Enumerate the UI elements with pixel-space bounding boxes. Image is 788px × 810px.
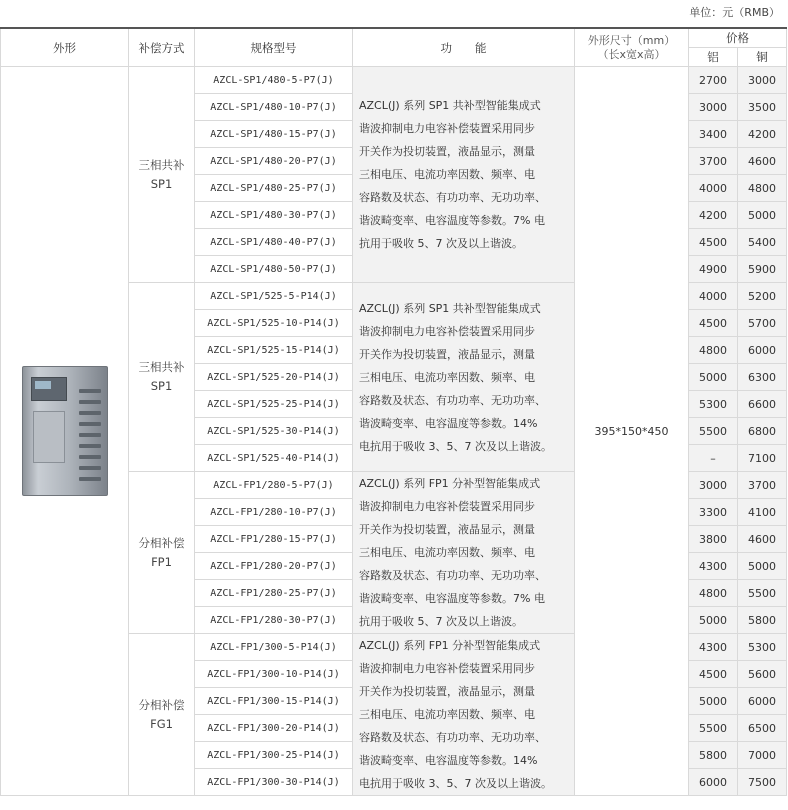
- price-aluminum: 4000: [689, 283, 738, 310]
- model-cell: AZCL-SP1/480-40-P7(J): [195, 229, 353, 256]
- header-aluminum: 铝: [689, 48, 738, 67]
- price-copper: 5500: [738, 580, 787, 607]
- price-copper: 5900: [738, 256, 787, 283]
- price-aluminum: 4800: [689, 337, 738, 364]
- model-cell: AZCL-SP1/525-20-P14(J): [195, 364, 353, 391]
- function-line: 谐波抑制电力电容补偿装置采用同步: [359, 324, 535, 338]
- compensation-mode: [129, 283, 195, 472]
- function-line: AZCL(J) 系列 FP1 分补型智能集成式: [359, 639, 541, 652]
- price-aluminum: 6000: [689, 769, 738, 796]
- price-copper: 4100: [738, 499, 787, 526]
- model-cell: AZCL-FP1/300-5-P14(J): [195, 634, 353, 661]
- price-copper: 7100: [738, 445, 787, 472]
- function-line: 谐波畸变率、电容温度等参数。14%: [359, 754, 538, 767]
- model-cell: AZCL-SP1/480-30-P7(J): [195, 202, 353, 229]
- function-line: 谐波抑制电力电容补偿装置采用同步: [359, 500, 535, 513]
- function-line: AZCL(J) 系列 SP1 共补型智能集成式: [359, 301, 541, 315]
- price-copper: 3000: [738, 67, 787, 94]
- model-cell: AZCL-SP1/525-10-P14(J): [195, 310, 353, 337]
- model-cell: AZCL-FP1/280-30-P7(J): [195, 607, 353, 634]
- dimension-value: 395*150*450: [575, 67, 689, 796]
- function-line: 容路数及状态、有功功率、无功功率、: [359, 569, 546, 582]
- price-copper: 5000: [738, 553, 787, 580]
- price-aluminum: 4900: [689, 256, 738, 283]
- price-copper: 5200: [738, 283, 787, 310]
- model-cell: AZCL-FP1/280-5-P7(J): [195, 472, 353, 499]
- price-aluminum: 3700: [689, 148, 738, 175]
- price-aluminum: 5800: [689, 742, 738, 769]
- function-description: [353, 472, 575, 634]
- function-line: 抗用于吸收 5、7 次及以上谐波。: [359, 615, 523, 628]
- price-copper: 7500: [738, 769, 787, 796]
- model-cell: AZCL-FP1/280-20-P7(J): [195, 553, 353, 580]
- price-copper: 6000: [738, 688, 787, 715]
- price-copper: 6500: [738, 715, 787, 742]
- header-dimension-sub: （长x宽x高）: [597, 47, 666, 61]
- model-cell: AZCL-SP1/480-50-P7(J): [195, 256, 353, 283]
- function-line: 容路数及状态、有功功率、无功功率、: [359, 731, 546, 744]
- price-copper: 5800: [738, 607, 787, 634]
- model-cell: AZCL-SP1/525-40-P14(J): [195, 445, 353, 472]
- header-model: 规格型号: [195, 28, 353, 67]
- price-copper: 5700: [738, 310, 787, 337]
- header-dimension-label: 外形尺寸（mm）: [587, 33, 676, 47]
- compensation-mode: [129, 634, 195, 796]
- model-cell: AZCL-SP1/525-25-P14(J): [195, 391, 353, 418]
- price-copper: 5600: [738, 661, 787, 688]
- function-line: 开关作为投切装置，液晶显示，测量: [359, 145, 535, 158]
- function-line: 开关作为投切装置，液晶显示，测量: [359, 685, 535, 698]
- header-appearance: 外形: [1, 28, 129, 67]
- price-aluminum: 4300: [689, 634, 738, 661]
- price-aluminum: 3000: [689, 472, 738, 499]
- model-cell: AZCL-SP1/480-15-P7(J): [195, 121, 353, 148]
- compensation-mode: [129, 472, 195, 634]
- model-cell: AZCL-SP1/525-30-P14(J): [195, 418, 353, 445]
- price-copper: 4600: [738, 148, 787, 175]
- model-cell: AZCL-FP1/280-10-P7(J): [195, 499, 353, 526]
- header-compensation: 补偿方式: [129, 28, 195, 67]
- model-cell: AZCL-SP1/480-20-P7(J): [195, 148, 353, 175]
- compensation-mode-line1: 分相补偿: [138, 535, 185, 550]
- price-aluminum: 4500: [689, 661, 738, 688]
- compensation-mode-line2: FP1: [151, 554, 172, 569]
- compensation-mode-line2: SP1: [150, 379, 173, 393]
- price-aluminum: 4300: [689, 553, 738, 580]
- price-copper: 5000: [738, 202, 787, 229]
- price-table: [0, 27, 787, 796]
- model-cell: AZCL-FP1/300-30-P14(J): [195, 769, 353, 796]
- model-cell: AZCL-FP1/280-25-P7(J): [195, 580, 353, 607]
- function-line: 三相电压、电流功率因数、频率、电: [359, 546, 535, 559]
- price-copper: 6300: [738, 364, 787, 391]
- compensation-mode: [129, 67, 195, 283]
- price-aluminum: 5500: [689, 715, 738, 742]
- price-aluminum: 4200: [689, 202, 738, 229]
- function-line: 谐波抑制电力电容补偿装置采用同步: [359, 122, 535, 135]
- price-aluminum: 4500: [689, 310, 738, 337]
- function-line: 开关作为投切装置，液晶显示，测量: [359, 347, 535, 361]
- price-aluminum: 5500: [689, 418, 738, 445]
- price-aluminum: 3000: [689, 94, 738, 121]
- function-line: 三相电压、电流功率因数、频率、电: [359, 168, 535, 181]
- model-cell: AZCL-SP1/480-25-P7(J): [195, 175, 353, 202]
- header-dimension: [575, 28, 689, 67]
- function-line: 电抗用于吸收 3、5、7 次及以上谐波。: [359, 439, 552, 453]
- model-cell: AZCL-FP1/300-20-P14(J): [195, 715, 353, 742]
- price-aluminum: 5300: [689, 391, 738, 418]
- compensation-mode-line1: 三相共补: [138, 157, 185, 172]
- price-copper: 5400: [738, 229, 787, 256]
- price-aluminum: 3400: [689, 121, 738, 148]
- function-line: 三相电压、电流功率因数、频率、电: [359, 370, 535, 384]
- product-image: [1, 67, 129, 796]
- table-body: [1, 67, 787, 796]
- function-description: [353, 634, 575, 796]
- model-cell: AZCL-FP1/280-15-P7(J): [195, 526, 353, 553]
- function-line: 容路数及状态、有功功率、无功功率、: [359, 191, 546, 204]
- function-description: [353, 283, 575, 472]
- table-row: [1, 67, 787, 94]
- price-copper: 6800: [738, 418, 787, 445]
- function-line: 谐波畸变率、电容温度等参数。7% 电: [359, 592, 545, 605]
- price-aluminum: 3300: [689, 499, 738, 526]
- model-cell: AZCL-SP1/480-5-P7(J): [195, 67, 353, 94]
- function-line: 谐波抑制电力电容补偿装置采用同步: [359, 662, 535, 675]
- price-aluminum: 3800: [689, 526, 738, 553]
- price-copper: 4200: [738, 121, 787, 148]
- price-aluminum: 5000: [689, 688, 738, 715]
- function-line: 谐波畸变率、电容温度等参数。14%: [359, 416, 538, 430]
- price-copper: 6000: [738, 337, 787, 364]
- function-line: 电抗用于吸收 3、5、7 次及以上谐波。: [359, 777, 552, 790]
- function-line: AZCL(J) 系列 FP1 分补型智能集成式: [359, 477, 541, 490]
- price-copper: 5300: [738, 634, 787, 661]
- function-line: AZCL(J) 系列 SP1 共补型智能集成式: [359, 99, 541, 112]
- table-header: [1, 28, 787, 67]
- compensation-mode-line1: 分相补偿: [138, 697, 185, 712]
- header-price: 价格: [689, 28, 787, 48]
- header-copper: 铜: [738, 48, 787, 67]
- price-aluminum: 4000: [689, 175, 738, 202]
- model-cell: AZCL-FP1/300-10-P14(J): [195, 661, 353, 688]
- function-line: 容路数及状态、有功功率、无功功率、: [359, 393, 546, 407]
- function-description: [353, 67, 575, 283]
- price-aluminum: 4500: [689, 229, 738, 256]
- price-copper: 3500: [738, 94, 787, 121]
- price-copper: 3700: [738, 472, 787, 499]
- model-cell: AZCL-FP1/300-15-P14(J): [195, 688, 353, 715]
- function-line: 抗用于吸收 5、7 次及以上谐波。: [359, 237, 523, 250]
- price-copper: 7000: [738, 742, 787, 769]
- model-cell: AZCL-SP1/525-5-P14(J): [195, 283, 353, 310]
- price-copper: 4800: [738, 175, 787, 202]
- model-cell: AZCL-SP1/525-15-P14(J): [195, 337, 353, 364]
- header-function: 功 能: [353, 28, 575, 67]
- compensation-mode-line1: 三相共补: [138, 360, 185, 374]
- price-aluminum: 2700: [689, 67, 738, 94]
- compensation-mode-line2: FG1: [150, 716, 173, 731]
- price-aluminum: –: [689, 445, 738, 472]
- model-cell: AZCL-FP1/300-25-P14(J): [195, 742, 353, 769]
- function-line: 三相电压、电流功率因数、频率、电: [359, 708, 535, 721]
- price-aluminum: 5000: [689, 607, 738, 634]
- price-aluminum: 5000: [689, 364, 738, 391]
- capacitor-device-icon: [22, 366, 108, 496]
- function-line: 谐波畸变率、电容温度等参数。7% 电: [359, 214, 545, 227]
- unit-label: 单位：元（RMB）: [689, 6, 780, 19]
- price-aluminum: 4800: [689, 580, 738, 607]
- price-copper: 6600: [738, 391, 787, 418]
- function-line: 开关作为投切装置，液晶显示，测量: [359, 523, 535, 536]
- model-cell: AZCL-SP1/480-10-P7(J): [195, 94, 353, 121]
- price-copper: 4600: [738, 526, 787, 553]
- compensation-mode-line2: SP1: [150, 176, 173, 191]
